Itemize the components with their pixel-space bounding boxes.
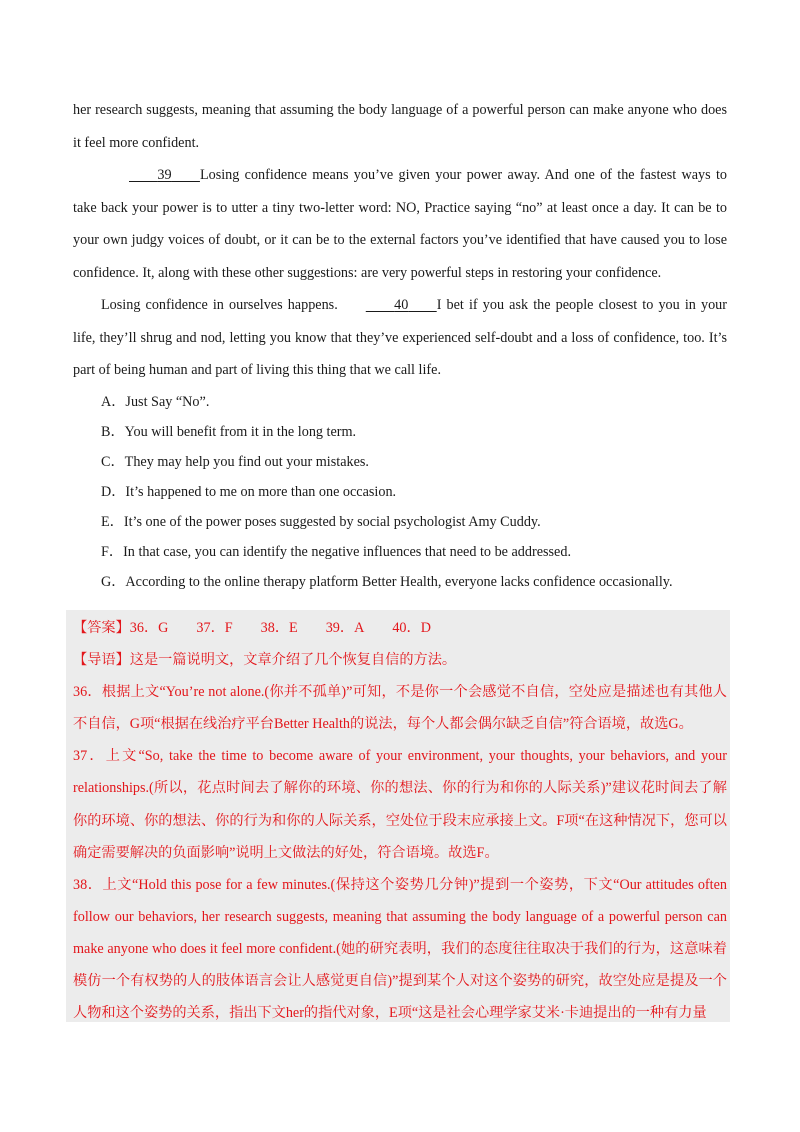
option-g: G．According to the online therapy platform Better Health, everyone lacks confidence occasionally. (101, 573, 673, 590)
blank-39: 39 (157, 167, 172, 183)
option-a: A．Just Say “No”. (101, 393, 210, 410)
answer-key: 【答案】36．G 37．F 38．E 39．A 40．D (73, 620, 431, 636)
option-d: D．It’s happened to me on more than one occasion. (101, 483, 397, 500)
option-f: F．In that case, you can identify the negative influences that need to be addressed. (101, 543, 571, 560)
option-b: B．You will benefit from it in the long term. (101, 423, 357, 440)
passage (73, 94, 727, 597)
paragraph-continued: her research suggests, meaning that assuming the body language of a powerful person can make anyone who does it feel more confident. (73, 102, 727, 151)
paragraph-40: Losing confidence in ourselves happens. 40 I bet if you ask the people closest to you in your life, they’ll shrug and nod, letting you know that they’ve experienced self-doubt and a loss of confidence, too. It’s part of being human and part of living this thing that we call life. (73, 289, 727, 387)
options-list (73, 387, 727, 597)
option-e: E．It’s one of the power poses suggested by social psychologist Amy Cuddy. (101, 513, 541, 530)
answer-section (73, 612, 727, 1029)
blank-40: 40 (394, 297, 409, 313)
explanation-38: 38．上文“Hold this pose for a few minutes.(保持这个姿势几分钟)”提到一个姿势，下文“Our attitudes often follow our behaviors, her research suggests, meaning that assuming the body language of a powerful person can make anyone who does it feel more confident.(她的研究表明，我们的态度往往取决于我们的行为，这意味着模仿一个有权势的人的肢体语言会让人感觉更自信)”提到某个人对这个姿势的研究，故空处应是提及一个人物和这个姿势的关系，指出下文her的指代对象，E项“这是社会心理学家艾米·卡迪提出的一种有力量 (73, 876, 727, 1022)
option-c: C．They may help you find out your mistakes. (101, 453, 369, 470)
explanation-37: 37．上文“So, take the time to become aware of your environment, your thoughts, your behaviors, and your relationships.(所以，花点时间去了解你的环境、你的想法、你的行为和你的人际关系)”建议花时间去了解你的环境、你的想法、你的行为和你的人际关系，空处位于段末应承接上文。F项“在这种情况下，您可以确定需要解决的负面影响”说明上文做法的好处，符合语境。故选F。 (73, 748, 727, 861)
paragraph-39: 39 Losing confidence means you’ve given your power away. And one of the fastest ways to take back your power is to utter a tiny two-letter word: NO, Practice saying “no” at least once a day. It can be to your own judgy voices of doubt, or it can be to the external factors you’ve identified that have caused you to lose confidence. It, along with these other suggestions: are very powerful steps in restoring your confidence. (73, 159, 727, 289)
explanation-36: 36．根据上文“You’re not alone.(你并不孤单)”可知，不是你一个会感觉不自信，空处应是描述也有其他人不自信，G项“根据在线治疗平台Better Health的说法，每个人都会偶尔缺乏自信”符合语境，故选G。 (73, 684, 727, 733)
answer-guide: 【导语】这是一篇说明文，文章介绍了几个恢复自信的方法。 (73, 652, 457, 669)
